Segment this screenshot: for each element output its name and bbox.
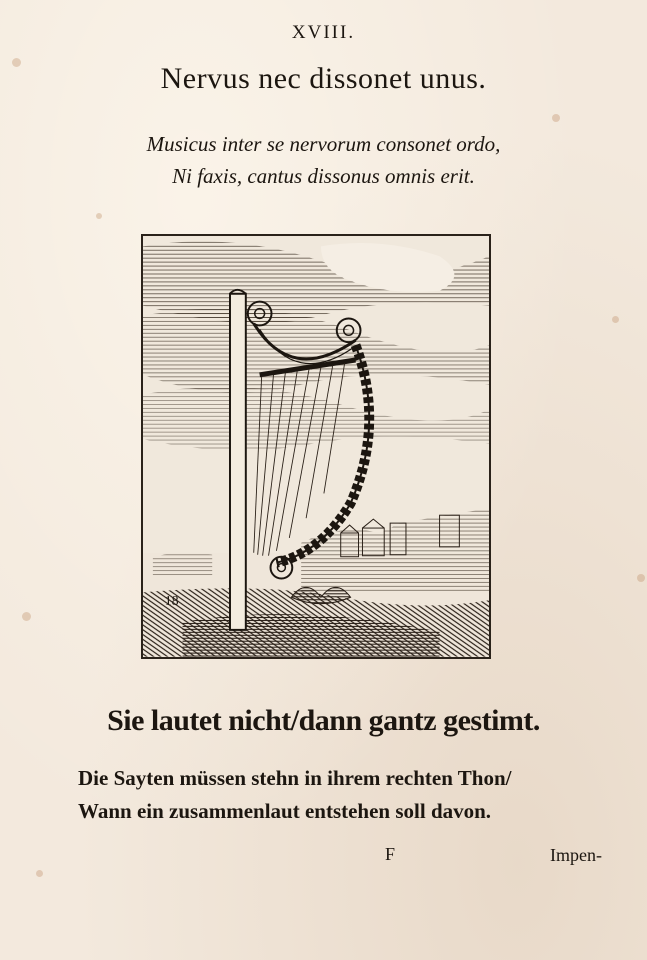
german-verse-line: Wann ein zusammenlaut entstehen soll davon.	[78, 799, 492, 823]
harp-engraving-image	[143, 236, 489, 657]
foxing-spot	[36, 870, 43, 877]
german-verse	[78, 762, 598, 828]
harp-engraving	[141, 234, 491, 659]
foxing-spot	[552, 114, 560, 122]
latin-verse-line: Ni faxis, cantus dissonus omnis erit.	[172, 164, 475, 188]
plate-number: 18	[164, 593, 179, 609]
emblem-motto: Nervus nec dissonet unus.	[160, 62, 487, 95]
foxing-spot	[637, 574, 645, 582]
catchword: Impen-	[550, 845, 602, 865]
signature-mark: F	[385, 844, 396, 864]
foxing-spot	[96, 213, 102, 219]
emblem-number: XVIII.	[291, 22, 356, 43]
latin-verse	[0, 128, 647, 192]
foxing-spot	[612, 316, 619, 323]
german-motto: Sie lautet nicht/dann gantz gestimt.	[107, 704, 540, 737]
latin-verse-line: Musicus inter se nervorum consonet ordo,	[146, 132, 501, 156]
foxing-spot	[22, 612, 31, 621]
german-verse-line: Die Sayten müssen stehn in ihrem rechten Thon/	[78, 766, 512, 790]
